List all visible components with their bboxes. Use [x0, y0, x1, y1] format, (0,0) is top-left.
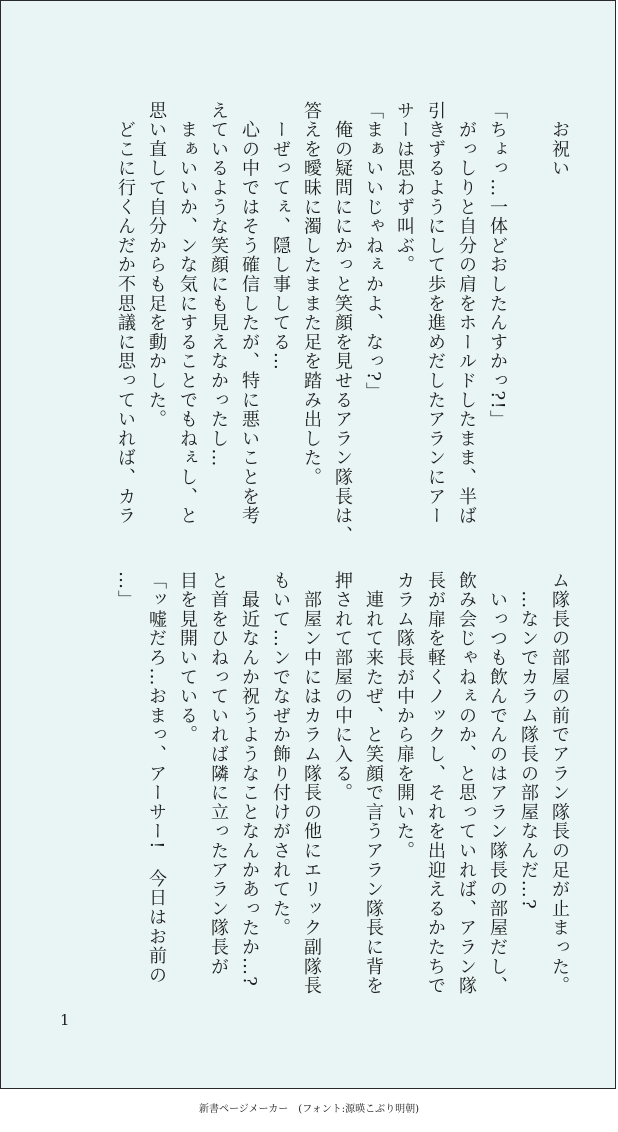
upper-text-block: お祝い 「ちょっ…一体どおしたんすかっ?!」 がっしりと自分の肩をホールドしたまま、半ば 引きずるようにして歩を進めだしたアランにアー サーは思わず叫ぶ。 「まぁいいじゃねぇかよ、なっ?」 俺の疑問ににかっと笑顔を見せるアラン隊長は、 答えを曖昧に濁したままた足を踏み出した。 ーぜってぇ、隠し事してる… 心の中ではそう確信したが、特に悪いことを考 えているような笑顔にも見えなかったし… まぁいいか、ンな気にすることでもねぇし、と 思い直して自分からも足を動かした。 どこに行くんだか不思議に思っていれば、カラ: [115, 101, 570, 545]
lower-text-block: ム隊長の部屋の前でアラン隊長の足が止まった。 …なンでカラム隊長の部屋なんだ…? いっつも飲んでんのはアラン隊長の部屋だし、 飲み会じゃねぇのか、と思っていれば、アラン隊 長が扉を軽くノックし、それを出迎えるかたちで カラム隊長が中から扉を開いた。 連れて来たぜ、と笑顔で言うアラン隊長に背を 押されて部屋の中に入る。 部屋ン中にはカラム隊長の他にエリック副隊長 もいて…ンでなぜか飾り付けがされてた。 最近なんか祝うようなことなんかあったか…? と首をひねっていれば隣に立ったアラン隊長が 目を見開いている。 「ッ嘘だろ…おまっ、アーサー! 今日はお前の …」: [115, 571, 570, 996]
footer-credit: 新書ページメーカー (フォント:源暎こぶり明朝): [199, 1104, 419, 1115]
page-number: 1: [60, 1011, 70, 1029]
